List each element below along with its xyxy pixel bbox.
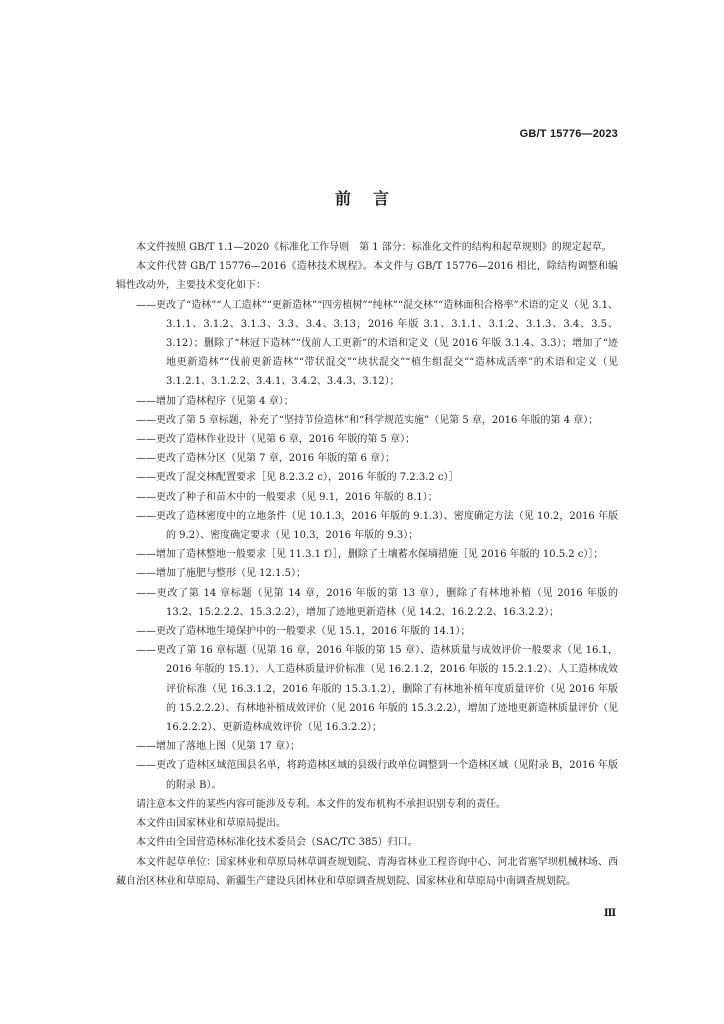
paragraph-drafting-rules: 本文件按照 GB/T 1.1—2020《标准化工作导则 第 1 部分：标准化文件的结构和起草规则》的规定起草。 [136, 242, 612, 253]
page-number: Ⅲ [603, 908, 616, 919]
list-item: ——增加了造林程序（见第 4 章）； [136, 395, 294, 407]
list-item: ——更改了“造林”“人工造林”“更新造林”“四旁植树”“纯林”“混交林”“造林面积合格率”术语的定义（见 3.1、3.1.1、3.1.2、3.1.3、3.3、3.4、3.13，2016 年版 3.1、3.1.1、3.1.2、3.1.3、3.4、3.5、3.12）；删除了“林冠下造林”“伐前人工更新”的术语和定义（见 2016 年版 3.1.4、3.3）；增加了“迹地更新造林”“伐前更新造林”“带状混交”“块状混交”“植生组混交”“造林成活率”的术语和定义（见 3.1.2.1、3.1.2.2、3.4.1、3.4.2、3.4.3、3.12）； [136, 299, 618, 388]
paragraph-patent-notice: 请注意本文件的某些内容可能涉及专利。本文件的发布机构不承担识别专利的责任。 [136, 798, 506, 810]
page-title: 前言 [334, 189, 411, 208]
list-item: ——更改了混交林配置要求［见 8.2.3.2 c），2016 年版的 7.2.3.2 c）］ [136, 472, 459, 484]
paragraph-drafting-units: 本文件起草单位：国家林业和草原局林草调查规划院、青海省林业工程咨询中心、河北省塞罕坝机械林场、西藏自治区林业和草原局、新疆生产建设兵团林业和草原调查规划院、国家林业和草原局中南调查规划院。 [116, 856, 618, 887]
paragraph-under-jurisdiction: 本文件由全国营造林标准化技术委员会（SAC/TC 385）归口。 [136, 837, 418, 849]
list-item: ——增加了造林整地一般要求［见 11.3.1 f）］，删除了土壤蓄水保墒措施［见 2016 年版的 10.5.2 c）］； [136, 549, 604, 561]
list-item: ——增加了施肥与整形（见 12.1.5）； [136, 568, 306, 580]
list-item: ——更改了造林区域范围县名单，将跨造林区域的县级行政单位调整到一个造林区域（见附录 B，2016 年版的附录 B）。 [136, 760, 618, 791]
changes-list [116, 296, 618, 795]
list-item: ——更改了造林分区（见第 7 章，2016 年版的第 6 章）； [136, 453, 396, 465]
list-item: ——更改了造林密度中的立地条件（见 10.1.3，2016 年版的 9.1.3）、密度确定方法（见 10.2，2016 年版的 9.2）、密度确定要求（见 10.3，2016 年版的 9.3）； [136, 510, 618, 542]
paragraph-replacement: 本文件代替 GB/T 15776—2016《造林技术规程》。本文件与 GB/T 15776—2016 相比，除结构调整和编辑性改动外，主要技术变化如下： [116, 261, 618, 292]
standard-code: GB/T 15776—2023 [519, 128, 618, 140]
list-item: ——更改了第 5 章标题，补充了“坚持节俭造林”和“科学规范实施”（见第 5 章，2016 年版的第 4 章）； [136, 414, 599, 426]
document-body [116, 238, 618, 891]
list-item: ——更改了造林作业设计（见第 6 章，2016 年版的第 5 章）； [136, 434, 416, 446]
list-item: ——更改了第 16 章标题（见第 16 章，2016 年版的第 15 章）、造林质量与成效评价一般要求（见 16.1，2016 年版的 15.1）、人工造林质量评价标准（见 16.2.1.2，2016 年版的 15.2.1.2）、人工造林成效评价标准（见 16.3.1.2，2016 年版的 15.3.1.2），删除了有林地补植年度质量评价（见 2016 年版的 15.2.2.2）、有林地补植成效评价（见 2016 年版的 15.3.2.2），增加了迹地更新造林质量评价（见 16.2.2.2）、更新造林成效评价（见 16.3.2.2）； [136, 645, 618, 734]
list-item: ——增加了落地上图（见第 17 章）； [136, 741, 301, 753]
list-item: ——更改了造林地生境保护中的一般要求（见 15.1，2016 年版的 14.1）； [136, 626, 471, 638]
paragraph-proposed-by: 本文件由国家林业和草原局提出。 [136, 818, 286, 830]
list-item: ——更改了种子和苗木中的一般要求（见 9.1，2016 年版的 8.1）； [136, 491, 438, 503]
list-item: ——更改了第 14 章标题（见第 14 章，2016 年版的第 13 章），删除了有林地补植（见 2016 年版的 13.2、15.2.2.2、15.3.2.2），增加了迹地更新造林（见 14.2、16.2.2.2、16.3.2.2）； [136, 587, 618, 618]
